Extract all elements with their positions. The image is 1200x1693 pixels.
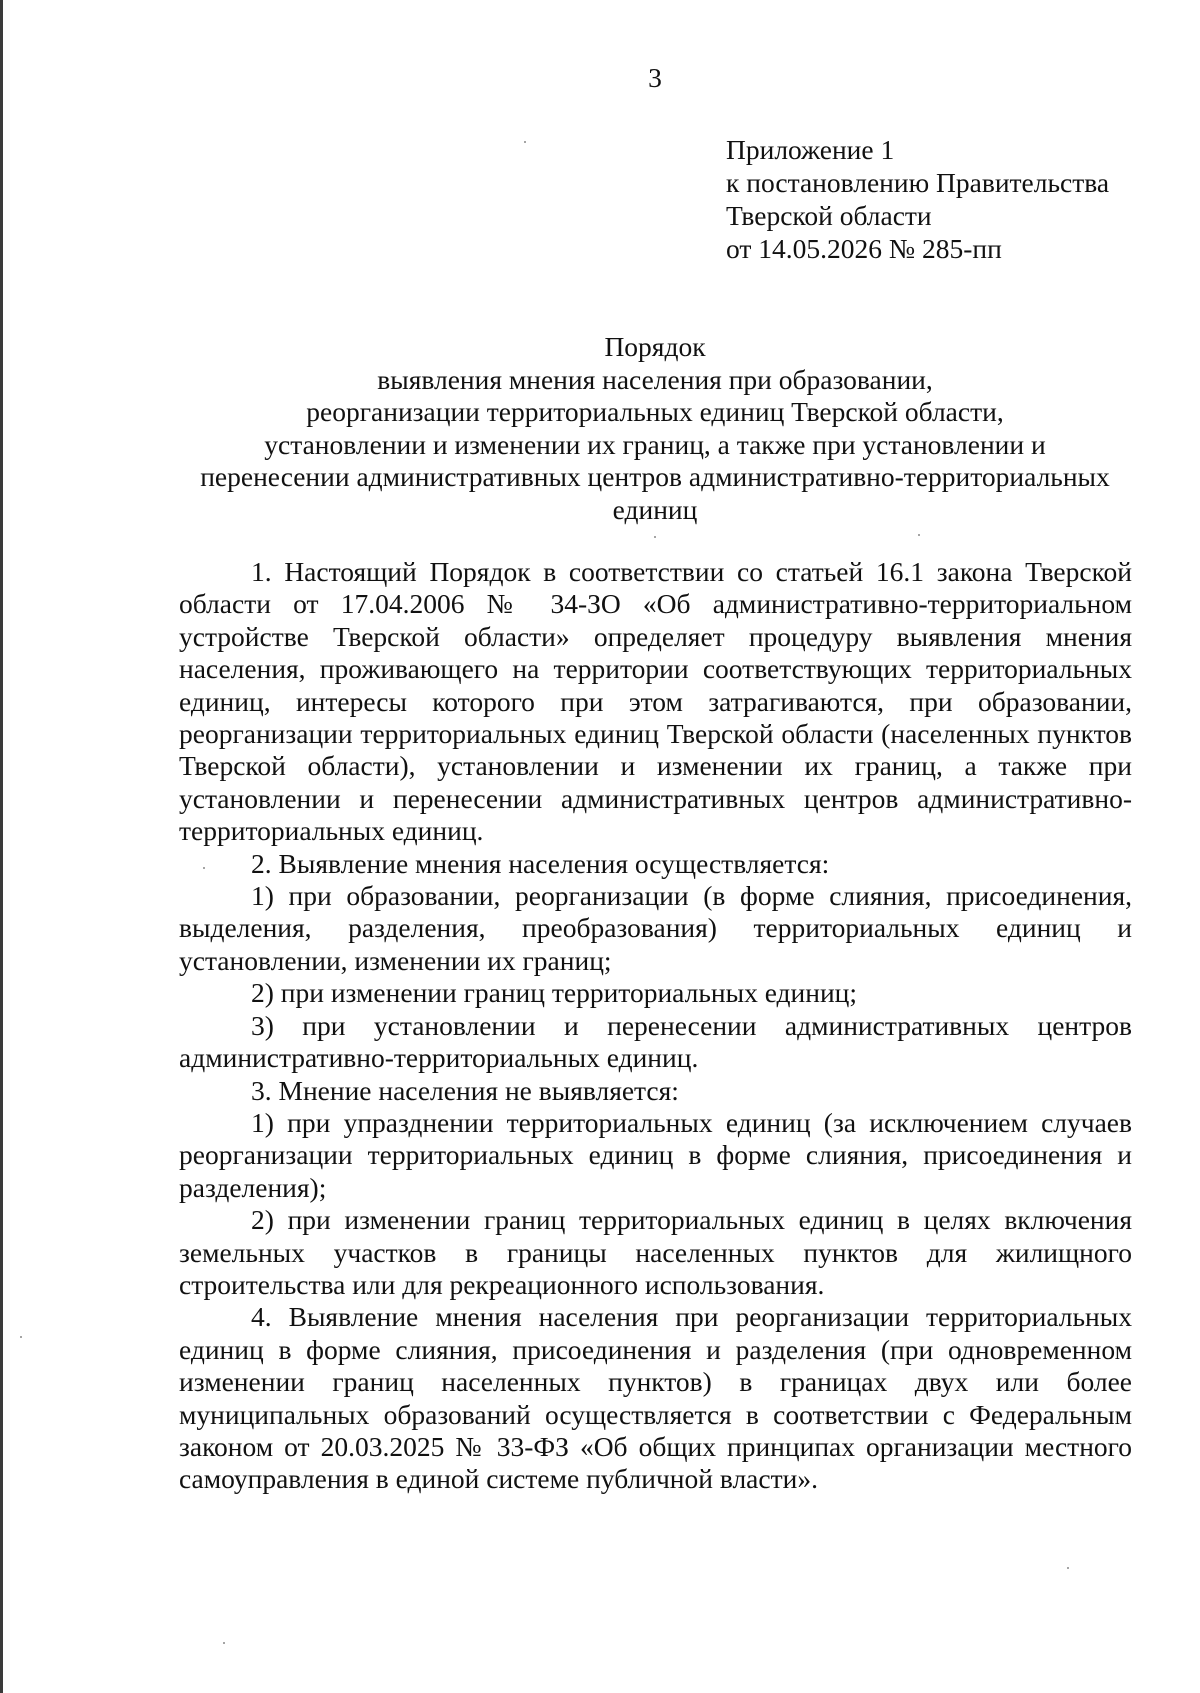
scan-speck	[524, 141, 526, 143]
scan-edge	[0, 0, 3, 1693]
document-body	[179, 556, 1132, 1496]
scan-speck	[654, 536, 656, 538]
appendix-header	[726, 133, 1186, 265]
appendix-region: Тверской области	[726, 200, 932, 231]
paragraph-2-item-1: 1) при образовании, реорганизации (в форме слияния, присоединения, выделения, разделения, преобразования) территориальных единиц и установлении, изменении их границ;	[179, 880, 1132, 976]
document-title	[150, 331, 1160, 526]
title-line: единиц	[612, 493, 698, 525]
title-line: перенесении административных центров административно-территориальных	[200, 461, 1110, 492]
scan-speck	[203, 867, 205, 869]
scan-speck	[223, 1642, 225, 1644]
appendix-date-number: от 14.05.2026 № 285-пп	[726, 233, 1002, 264]
paragraph-2-item-3: 3) при установлении и перенесении административных центров административно-территориальных единиц.	[179, 1009, 1132, 1074]
appendix-resolution-ref: к постановлению Правительства	[726, 167, 1110, 198]
scan-speck	[918, 534, 920, 536]
scan-speck	[20, 1336, 22, 1338]
page-number: 3	[648, 62, 662, 93]
title-line: установлении и изменении их границ, а также при установлении и	[264, 428, 1046, 460]
paragraph-1: 1. Настоящий Порядок в соответствии со статьей 16.1 закона Тверской области от 17.04.2006 № 34-ЗО «Об административно-территориальном устройстве Тверской области» определяет процедуру выявления мнения населения, проживающего на территории соответствующих территориальных единиц, интересы которого при этом затрагиваются, при образовании, реорганизации территориальных единиц Тверской области (населенных пунктов Тверской области), установлении и изменении их границ, а также при установлении и перенесении административных центров административно-территориальных единиц.	[179, 556, 1132, 847]
paragraph-2: 2. Выявление мнения населения осуществляется:	[251, 847, 830, 879]
title-line: реорганизации территориальных единиц Тверской области,	[306, 396, 1004, 427]
paragraph-3-item-2: 2) при изменении границ территориальных единиц в целях включения земельных участков в границы населенных пунктов для жилищного строительства или для рекреационного использования.	[179, 1204, 1132, 1300]
paragraph-4: 4. Выявление мнения населения при реорганизации территориальных единиц в форме слияния, присоединения и разделения (при одновременном изменении границ населенных пунктов) в границах двух или более муниципальных образований осуществляется в соответствии с Федеральным законом от 20.03.2025 № 33-ФЗ «Об общих принципах организации местного самоуправления в единой системе публичной власти».	[179, 1301, 1132, 1495]
scan-speck	[1067, 1567, 1069, 1569]
title-line: Порядок	[604, 331, 706, 362]
paragraph-3: 3. Мнение населения не выявляется:	[251, 1074, 679, 1106]
paragraph-3-item-1: 1) при упразднении территориальных единиц (за исключением случаев реорганизации территориальных единиц в форме слияния, присоединения и разделения);	[179, 1106, 1132, 1203]
paragraph-2-item-2: 2) при изменении границ территориальных единиц;	[251, 977, 858, 1009]
appendix-label: Приложение 1	[726, 134, 895, 165]
title-line: выявления мнения населения при образовании,	[377, 363, 933, 395]
